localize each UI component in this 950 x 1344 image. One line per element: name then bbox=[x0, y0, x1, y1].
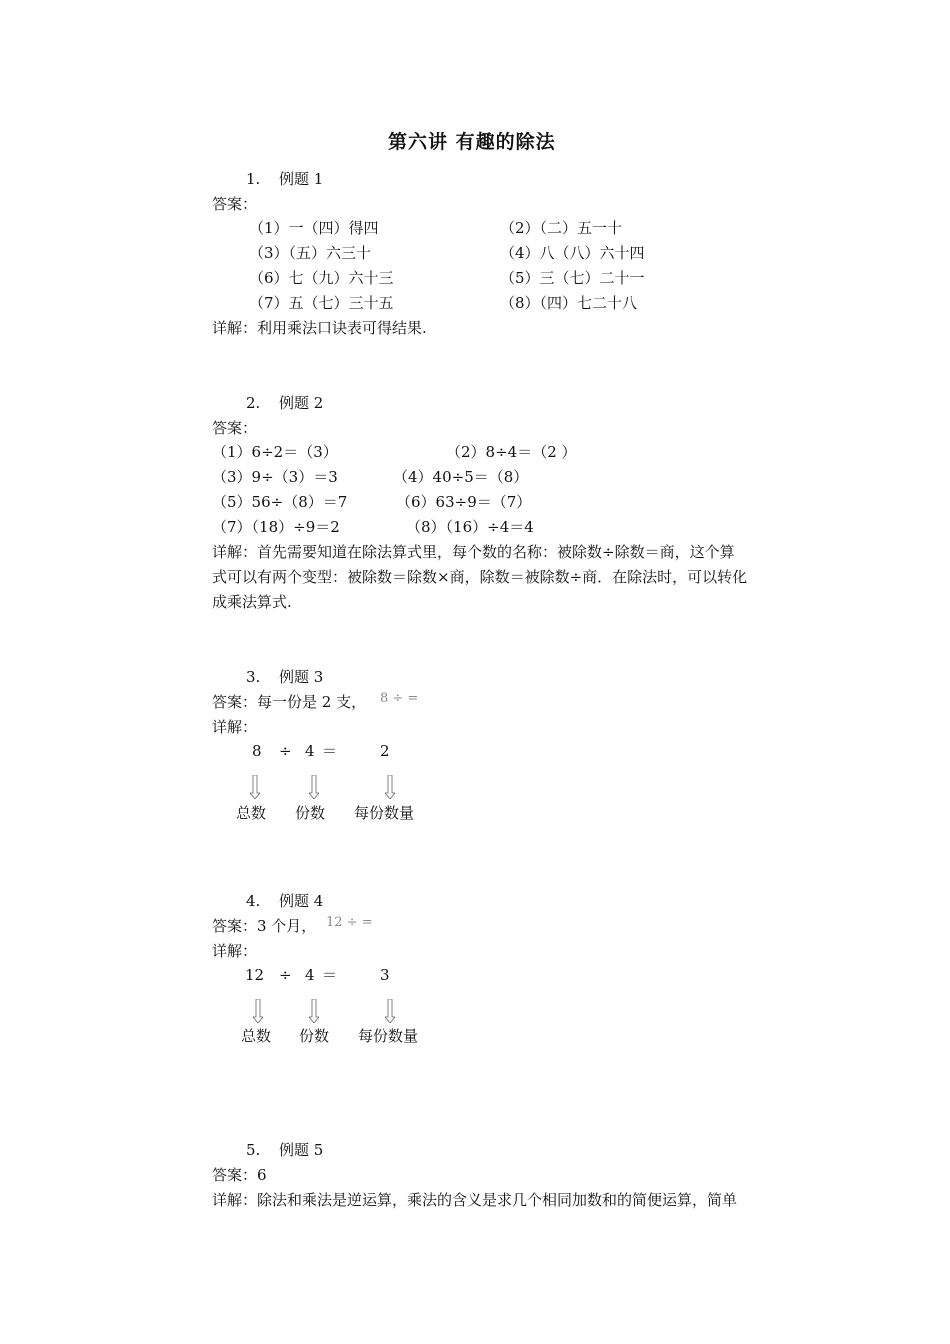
ex3-label-total: 总数 bbox=[236, 804, 267, 822]
ex4-eq-quotient: 3 bbox=[380, 966, 390, 984]
ex2-detail-line: 成乘法算式. bbox=[212, 593, 292, 611]
ex1-item: （6）七（九）六十三 bbox=[249, 269, 394, 287]
ex2-detail-line: 式可以有两个变型：被除数＝除数×商，除数＝被除数÷商．在除法时，可以转化 bbox=[212, 568, 748, 586]
ex3-detail-label: 详解： bbox=[212, 718, 258, 736]
ex1-item: （1）一（四）得四 bbox=[249, 219, 379, 237]
down-arrow-icon bbox=[385, 775, 395, 799]
ex3-heading: 例题 3 bbox=[279, 668, 324, 686]
ex1-number: 1. bbox=[246, 170, 261, 188]
down-arrow-icon bbox=[253, 999, 263, 1023]
ex4-detail-label: 详解： bbox=[212, 942, 258, 960]
ex3-faint-equation: 8 ÷ = bbox=[380, 691, 419, 706]
ex3-eq-divide: ÷ bbox=[279, 742, 292, 760]
down-arrow-icon bbox=[309, 999, 319, 1023]
ex1-item: （2）（二）五一十 bbox=[500, 219, 623, 237]
ex4-faint-equation: 12 ÷ = bbox=[326, 915, 373, 930]
ex1-item: （4）八（八）六十四 bbox=[500, 244, 645, 262]
ex4-eq-divisor: 4 bbox=[305, 966, 315, 984]
ex1-item: （5）三（七）二十一 bbox=[500, 269, 645, 287]
ex3-number: 3. bbox=[246, 668, 261, 686]
ex3-answer: 答案：每一份是 2 支， bbox=[212, 693, 367, 711]
ex2-item: （2）8÷4＝（2 ） bbox=[446, 443, 577, 461]
ex4-label-each: 每份数量 bbox=[358, 1027, 419, 1045]
ex2-item: （3）9÷（3）＝3 bbox=[212, 468, 338, 486]
ex2-number: 2. bbox=[246, 394, 261, 412]
ex1-answer-label: 答案： bbox=[212, 195, 258, 213]
ex1-item: （3）（五）六三十 bbox=[249, 244, 372, 262]
ex3-eq-divisor: 4 bbox=[305, 742, 315, 760]
ex4-label-parts: 份数 bbox=[299, 1027, 330, 1045]
ex1-detail: 详解：利用乘法口诀表可得结果. bbox=[212, 319, 427, 337]
ex4-eq-equals: ＝ bbox=[322, 966, 338, 984]
ex1-heading: 例题 1 bbox=[279, 170, 324, 188]
ex3-label-each: 每份数量 bbox=[354, 804, 415, 822]
ex3-eq-quotient: 2 bbox=[380, 742, 390, 760]
ex5-detail: 详解：除法和乘法是逆运算，乘法的含义是求几个相同加数和的简便运算，简单 bbox=[212, 1191, 738, 1209]
ex5-number: 5. bbox=[246, 1141, 261, 1159]
ex4-label-total: 总数 bbox=[241, 1027, 272, 1045]
ex2-item: （8）（16）÷4＝4 bbox=[406, 518, 534, 536]
page-title: 第六讲 有趣的除法 bbox=[388, 131, 556, 153]
ex3-eq-equals: ＝ bbox=[322, 742, 338, 760]
ex2-item: （6）63÷9＝（7） bbox=[396, 493, 532, 511]
ex4-number: 4. bbox=[246, 892, 261, 910]
ex4-answer: 答案：3 个月， bbox=[212, 917, 317, 935]
ex2-answer-label: 答案： bbox=[212, 419, 258, 437]
ex1-item: （8）（四）七二十八 bbox=[500, 294, 638, 312]
ex2-item: （7）（18）÷9＝2 bbox=[212, 518, 340, 536]
ex2-detail-line: 详解：首先需要知道在除法算式里，每个数的名称：被除数÷除数＝商，这个算 bbox=[212, 543, 735, 561]
ex4-heading: 例题 4 bbox=[279, 892, 324, 910]
ex2-item: （1）6÷2＝（3） bbox=[212, 443, 338, 461]
ex2-item: （5）56÷（8）＝7 bbox=[212, 493, 348, 511]
ex1-item: （7）五（七）三十五 bbox=[249, 294, 394, 312]
ex4-eq-divide: ÷ bbox=[279, 966, 292, 984]
ex5-heading: 例题 5 bbox=[279, 1141, 324, 1159]
ex5-answer: 答案：6 bbox=[212, 1166, 267, 1184]
ex3-label-parts: 份数 bbox=[295, 804, 326, 822]
down-arrow-icon bbox=[309, 775, 319, 799]
ex3-eq-dividend: 8 bbox=[252, 742, 262, 760]
ex2-item: （4）40÷5＝（8） bbox=[393, 468, 529, 486]
down-arrow-icon bbox=[250, 775, 260, 799]
ex4-eq-dividend: 12 bbox=[245, 966, 265, 984]
ex2-heading: 例题 2 bbox=[279, 394, 324, 412]
down-arrow-icon bbox=[385, 999, 395, 1023]
